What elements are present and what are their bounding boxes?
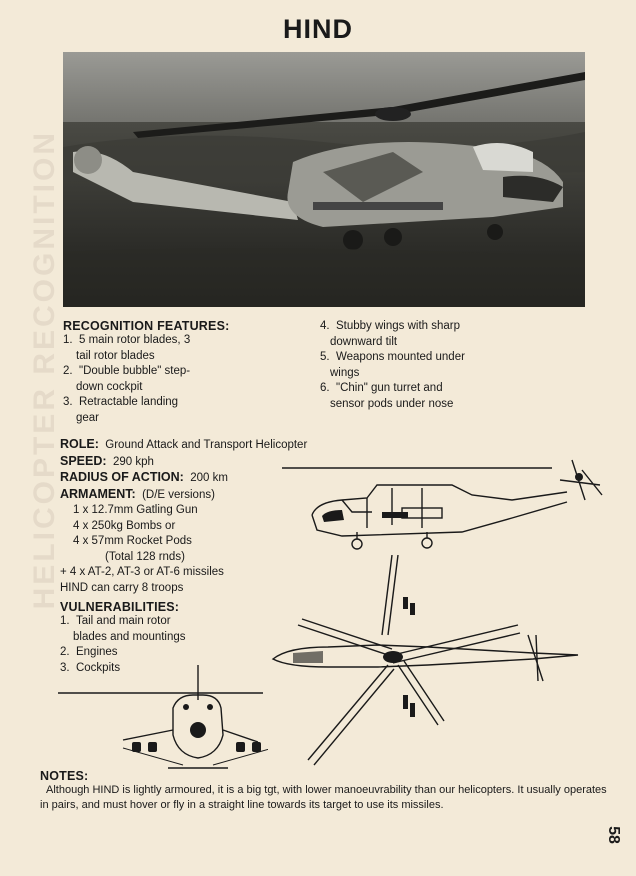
item-text: Weapons mounted under [335,351,465,363]
item-text-cont: down cockpit [76,380,143,393]
recognition-item-2 [63,364,303,395]
item-number: 1. [63,334,73,346]
item-text-cont: sensor pods under nose [330,397,454,410]
notes [40,769,612,813]
recognition-item-3 [63,395,303,426]
speed-label: SPEED: [60,453,107,468]
item-text-cont: tail rotor blades [76,349,155,362]
item-text-cont: blades and mountings [73,630,186,643]
vulnerability-item-1 [60,614,280,645]
page-title: HIND [283,14,353,44]
item-text-cont: gear [76,411,100,424]
item-text: Engines [75,646,118,658]
top-view-drawing [268,555,598,770]
radius-value: 200 km [190,472,228,484]
side-view-drawing [282,440,612,555]
page-number: 58 [605,826,623,844]
recognition-item-5 [320,350,560,381]
item-number: 1. [60,615,70,627]
armament-item: 1 x 12.7mm Gatling Gun [73,504,198,516]
speed-value: 290 kph [112,455,154,468]
role-label: ROLE: [60,437,99,451]
item-text: 5 main rotor blades, 3 [78,334,191,346]
item-text: Tail and main rotor [75,615,171,627]
item-text-cont: downward tilt [330,335,398,348]
item-text: Cockpits [75,661,121,674]
recognition-heading: RECOGNITION FEATURES: [63,319,230,333]
item-text: Stubby wings with sharp [335,320,460,332]
armament-item: 4 x 250kg Bombs or [73,519,176,532]
helicopter-photo [63,52,585,307]
item-number: 3. [63,396,73,408]
vulnerability-item-2 [60,645,280,661]
recognition-item-6 [320,381,560,412]
item-text: Retractable landing [78,396,179,408]
vulnerabilities-heading: VULNERABILITIES: [60,600,180,614]
armament-missiles: + 4 x AT-2, AT-3 or AT-6 missiles [60,566,224,578]
item-number: 2. [63,365,73,377]
armament-note: (D/E versions) [142,488,215,501]
helicopter-photo-image [63,52,585,307]
troop-capacity: HIND can carry 8 troops [60,581,184,594]
item-text: "Chin" gun turret and [335,382,443,394]
item-text: "Double bubble" step- [78,365,191,377]
bleed-through-text: HELICOPTER RECOGNITION [28,130,61,610]
item-number: 4. [320,320,330,332]
recognition-features-right [320,319,560,412]
item-text-cont: wings [330,366,360,379]
radius-label: RADIUS OF ACTION: [60,470,184,484]
notes-body: Although HIND is lightly armoured, it is a big tgt, with lower manoeuvrability than our helicopters. It usually operates in pairs, and must hover or fly in a straight line towards its target to use its missiles. [40,784,607,811]
notes-heading: NOTES: [40,769,89,783]
armament-label: ARMAMENT: [60,486,136,501]
recognition-item-4 [320,319,560,350]
item-number: 6. [320,382,330,394]
role-value: Ground Attack and Transport Helicopter [105,439,308,451]
armament-item: (Total 128 rnds) [105,550,185,563]
front-view-drawing [58,660,268,775]
item-number: 5. [320,351,330,363]
item-number: 2. [60,646,70,658]
recognition-item-1 [63,333,303,364]
armament-item: 4 x 57mm Rocket Pods [73,535,192,547]
recognition-features [63,319,303,426]
item-number: 3. [60,661,70,674]
